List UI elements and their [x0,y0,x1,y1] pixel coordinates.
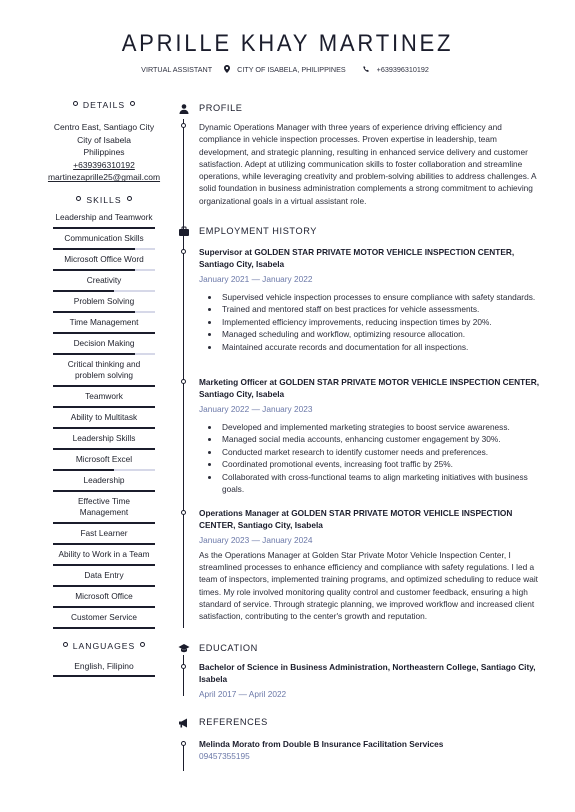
timeline-dot [181,510,186,515]
skill-level-fill [53,269,135,271]
skill-level-fill [53,585,155,587]
skill-item [53,208,155,229]
skill-level-fill [53,606,155,608]
skill-label: Effective Time Management [78,495,130,517]
skill-level-bar [53,290,155,292]
skill-label: Communication Skills [64,232,144,243]
left-column [40,100,168,677]
skill-label: Microsoft Excel [75,453,133,464]
reference-phone[interactable]: 09457355195 [199,751,250,762]
candidate-name: APRILLE KHAY MARTINEZ [121,30,454,57]
skill-label: Ability to Multitask [70,411,138,422]
skill-level-fill [53,627,155,629]
skill-level-bar [53,427,155,429]
city-line: City of Isabela [77,134,131,145]
skill-level-bar [53,627,155,629]
phone-text: +639396310192 [376,65,429,74]
job-dates: January 2022 — January 2023 [199,403,313,414]
reference-entry [199,738,543,763]
skill-label: Fast Learner [80,527,128,538]
education-entry [199,661,543,700]
skill-item [53,471,155,492]
profile-summary: Dynamic Operations Manager with three years of experience driving efficiency and compliance in vehicle inspection processes. Proven expertise in leadership, team development, and strategic planning, resulting in enhanced service delivery and customer satisfaction. Adept at utilizing communication skills to foster collaboration and streamline operations, while leveraging creativity and problem-solving abilities to address challenges. A solid foundation in business administration complements a strong commitment to achieving organizational goals in a virtual assistant role. [199,122,537,206]
phone-icon [363,66,370,73]
skill-item [53,250,155,271]
skill-label: Ability to Work in a Team [58,548,150,559]
bullet-item: • Managed social media accounts, enhancing customer engagement by 30%. [220,433,543,445]
skill-level-bar [53,585,155,587]
skill-item [53,408,155,429]
job-dates: January 2023 — January 2024 [199,534,313,545]
skill-level-fill [53,385,155,387]
job-title: Operations Manager at GOLDEN STAR PRIVATE MOTOR VEHICLE INSPECTION CENTER, Santiago City, Isabela [199,508,513,531]
job-bullets [199,291,543,353]
skill-item [53,608,155,629]
job-title: Supervisor at GOLDEN STAR PRIVATE MOTOR VEHICLE INSPECTION CENTER, Santiago City, Isabela [199,247,515,270]
bullet-dot-icon [127,196,132,201]
skill-level-fill [53,311,135,313]
bullet-item: • Coordinated promotional events, increasing foot traffic by 25%. [220,458,543,470]
skill-item [53,229,155,250]
skill-level-fill [53,227,155,229]
timeline-dot [181,664,186,669]
timeline-line [183,655,184,696]
job-entry [199,376,543,495]
briefcase-icon [178,225,190,237]
degree-title: Bachelor of Science in Business Administration, Northeastern College, Santiago City, Isabela [199,662,536,685]
location-item [224,65,351,74]
bullet-item: • Collaborated with cross-functional teams to align marketing initiatives with business goals. [220,471,543,496]
skill-item [53,566,155,587]
person-icon [178,103,190,115]
bullet-dot-icon [76,196,81,201]
timeline-dot [181,379,186,384]
skill-level-bar [53,311,155,313]
skill-item [53,387,155,408]
skill-label: Customer Service [71,611,137,622]
skill-level-fill [53,406,155,408]
job-title: VIRTUAL ASSISTANT [141,65,213,74]
skill-label: Problem Solving [73,295,135,306]
skill-level-fill [53,290,114,292]
languages-section [40,641,168,677]
phone-item [363,65,434,74]
language-level-bar [53,675,155,677]
skill-level-bar [53,269,155,271]
megaphone-icon [178,717,190,729]
graduation-cap-icon [178,642,190,654]
skill-level-fill [53,427,155,429]
skill-item [53,334,155,355]
reference-name: Melinda Morato from Double B Insurance Facilitation Services [199,739,444,749]
skill-item [53,271,155,292]
skill-list [40,208,168,629]
skill-item [53,524,155,545]
skill-item [53,429,155,450]
profile-heading: PROFILE [199,103,243,113]
languages-value: English, Filipino [74,660,134,671]
employment-heading: EMPLOYMENT HISTORY [199,226,318,236]
skill-level-bar [53,606,155,608]
skills-section [40,195,168,629]
skill-label: Creativity [86,274,122,285]
skill-item [53,545,155,566]
skill-item [53,313,155,334]
skill-level-bar [53,248,155,250]
timeline-dot [181,249,186,254]
skill-item [53,450,155,471]
education-dates: April 2017 — April 2022 [199,688,287,699]
skill-level-bar [53,469,155,471]
skill-label: Teamwork [85,390,123,401]
timeline-line [183,119,184,628]
skill-level-fill [53,469,114,471]
references-heading: REFERENCES [199,717,268,727]
job-entry [199,507,543,623]
skill-item [53,355,155,387]
bullet-item: • Conducted market research to identify customer needs and preferences. [220,446,543,458]
timeline-dot [181,741,186,746]
bullet-dot-icon [63,642,68,647]
contact-line [0,65,575,74]
job-dates: January 2021 — January 2022 [199,273,313,284]
skill-level-bar [53,522,155,524]
skill-label: Leadership Skills [72,432,136,443]
job-title: Marketing Officer at GOLDEN STAR PRIVATE MOTOR VEHICLE INSPECTION CENTER, Santiago City, Isabela [199,377,540,400]
skill-level-bar [53,448,155,450]
skill-label: Time Management [69,316,139,327]
skill-level-bar [53,564,155,566]
skill-level-bar [53,385,155,387]
bullet-item: • Developed and implemented marketing strategies to boost service awareness. [220,421,543,433]
address-line: Centro East, Santiago City [53,122,155,132]
skill-label: Data Entry [84,569,124,580]
details-heading: DETAILS [40,100,168,113]
skill-label: Decision Making [73,337,135,348]
skill-level-bar [53,406,155,408]
skill-item [53,492,155,524]
bullet-item: • Implemented efficiency improvements, reducing inspection times by 20%. [220,316,543,328]
skills-heading: SKILLS [40,195,168,208]
skill-level-bar [53,490,155,492]
bullet-dot-icon [140,642,145,647]
bullet-item: • Managed scheduling and workflow, optimizing resource allocation. [220,328,543,340]
bullet-item: • Maintained accurate records and documentation for all inspections. [220,341,543,353]
country-line: Philippines [83,147,125,158]
skill-level-bar [53,332,155,334]
skill-level-fill [53,332,155,334]
skill-level-fill [53,543,155,545]
job-entry [199,246,543,353]
bullet-dot-icon [130,101,135,106]
location-text: CITY OF ISABELA, PHILIPPINES [237,65,346,74]
job-bullets [199,421,543,495]
skill-label: Leadership and Teamwork [55,211,153,222]
skill-level-bar [53,227,155,229]
details-block [40,121,168,184]
education-heading: EDUCATION [199,643,258,653]
phone-link[interactable]: +639396310192 [73,159,135,170]
skill-label: Microsoft Office [75,590,133,601]
skill-level-fill [53,353,135,355]
skill-level-bar [53,353,155,355]
skill-level-fill [53,448,155,450]
skill-level-fill [53,522,155,524]
timeline-dot [181,123,186,128]
skill-item [53,587,155,608]
skill-level-fill [53,248,135,250]
email-link[interactable]: martinezaprille25@gmail.com [47,172,161,183]
bullet-item: • Trained and mentored staff on best practices for vehicle assessments. [220,303,543,315]
skill-level-fill [53,490,155,492]
skill-level-bar [53,543,155,545]
skill-item [53,292,155,313]
skill-level-fill [53,564,155,566]
skill-label: Critical thinking and problem solving [67,358,141,380]
bullet-item: • Supervised vehicle inspection processes to ensure compliance with safety standards. [220,291,543,303]
location-pin-icon [224,65,230,73]
languages-heading: LANGUAGES [40,641,168,654]
bullet-dot-icon [73,101,78,106]
skill-label: Leadership [83,474,125,485]
job-description: As the Operations Manager at Golden Star Private Motor Vehicle Inspection Center, I streamlined processes to enhance efficiency and compliance with safety regulations. I led a team of inspectors, implemented training programs, and optimized scheduling to reduce wait times. My role involved monitoring quality control and customer feedback, ensuring a high standard of service. Through strategic planning, we improved workflow and increased client satisfaction, contributing to the center's growth and reputation. [199,549,538,622]
skill-label: Microsoft Office Word [64,253,144,264]
